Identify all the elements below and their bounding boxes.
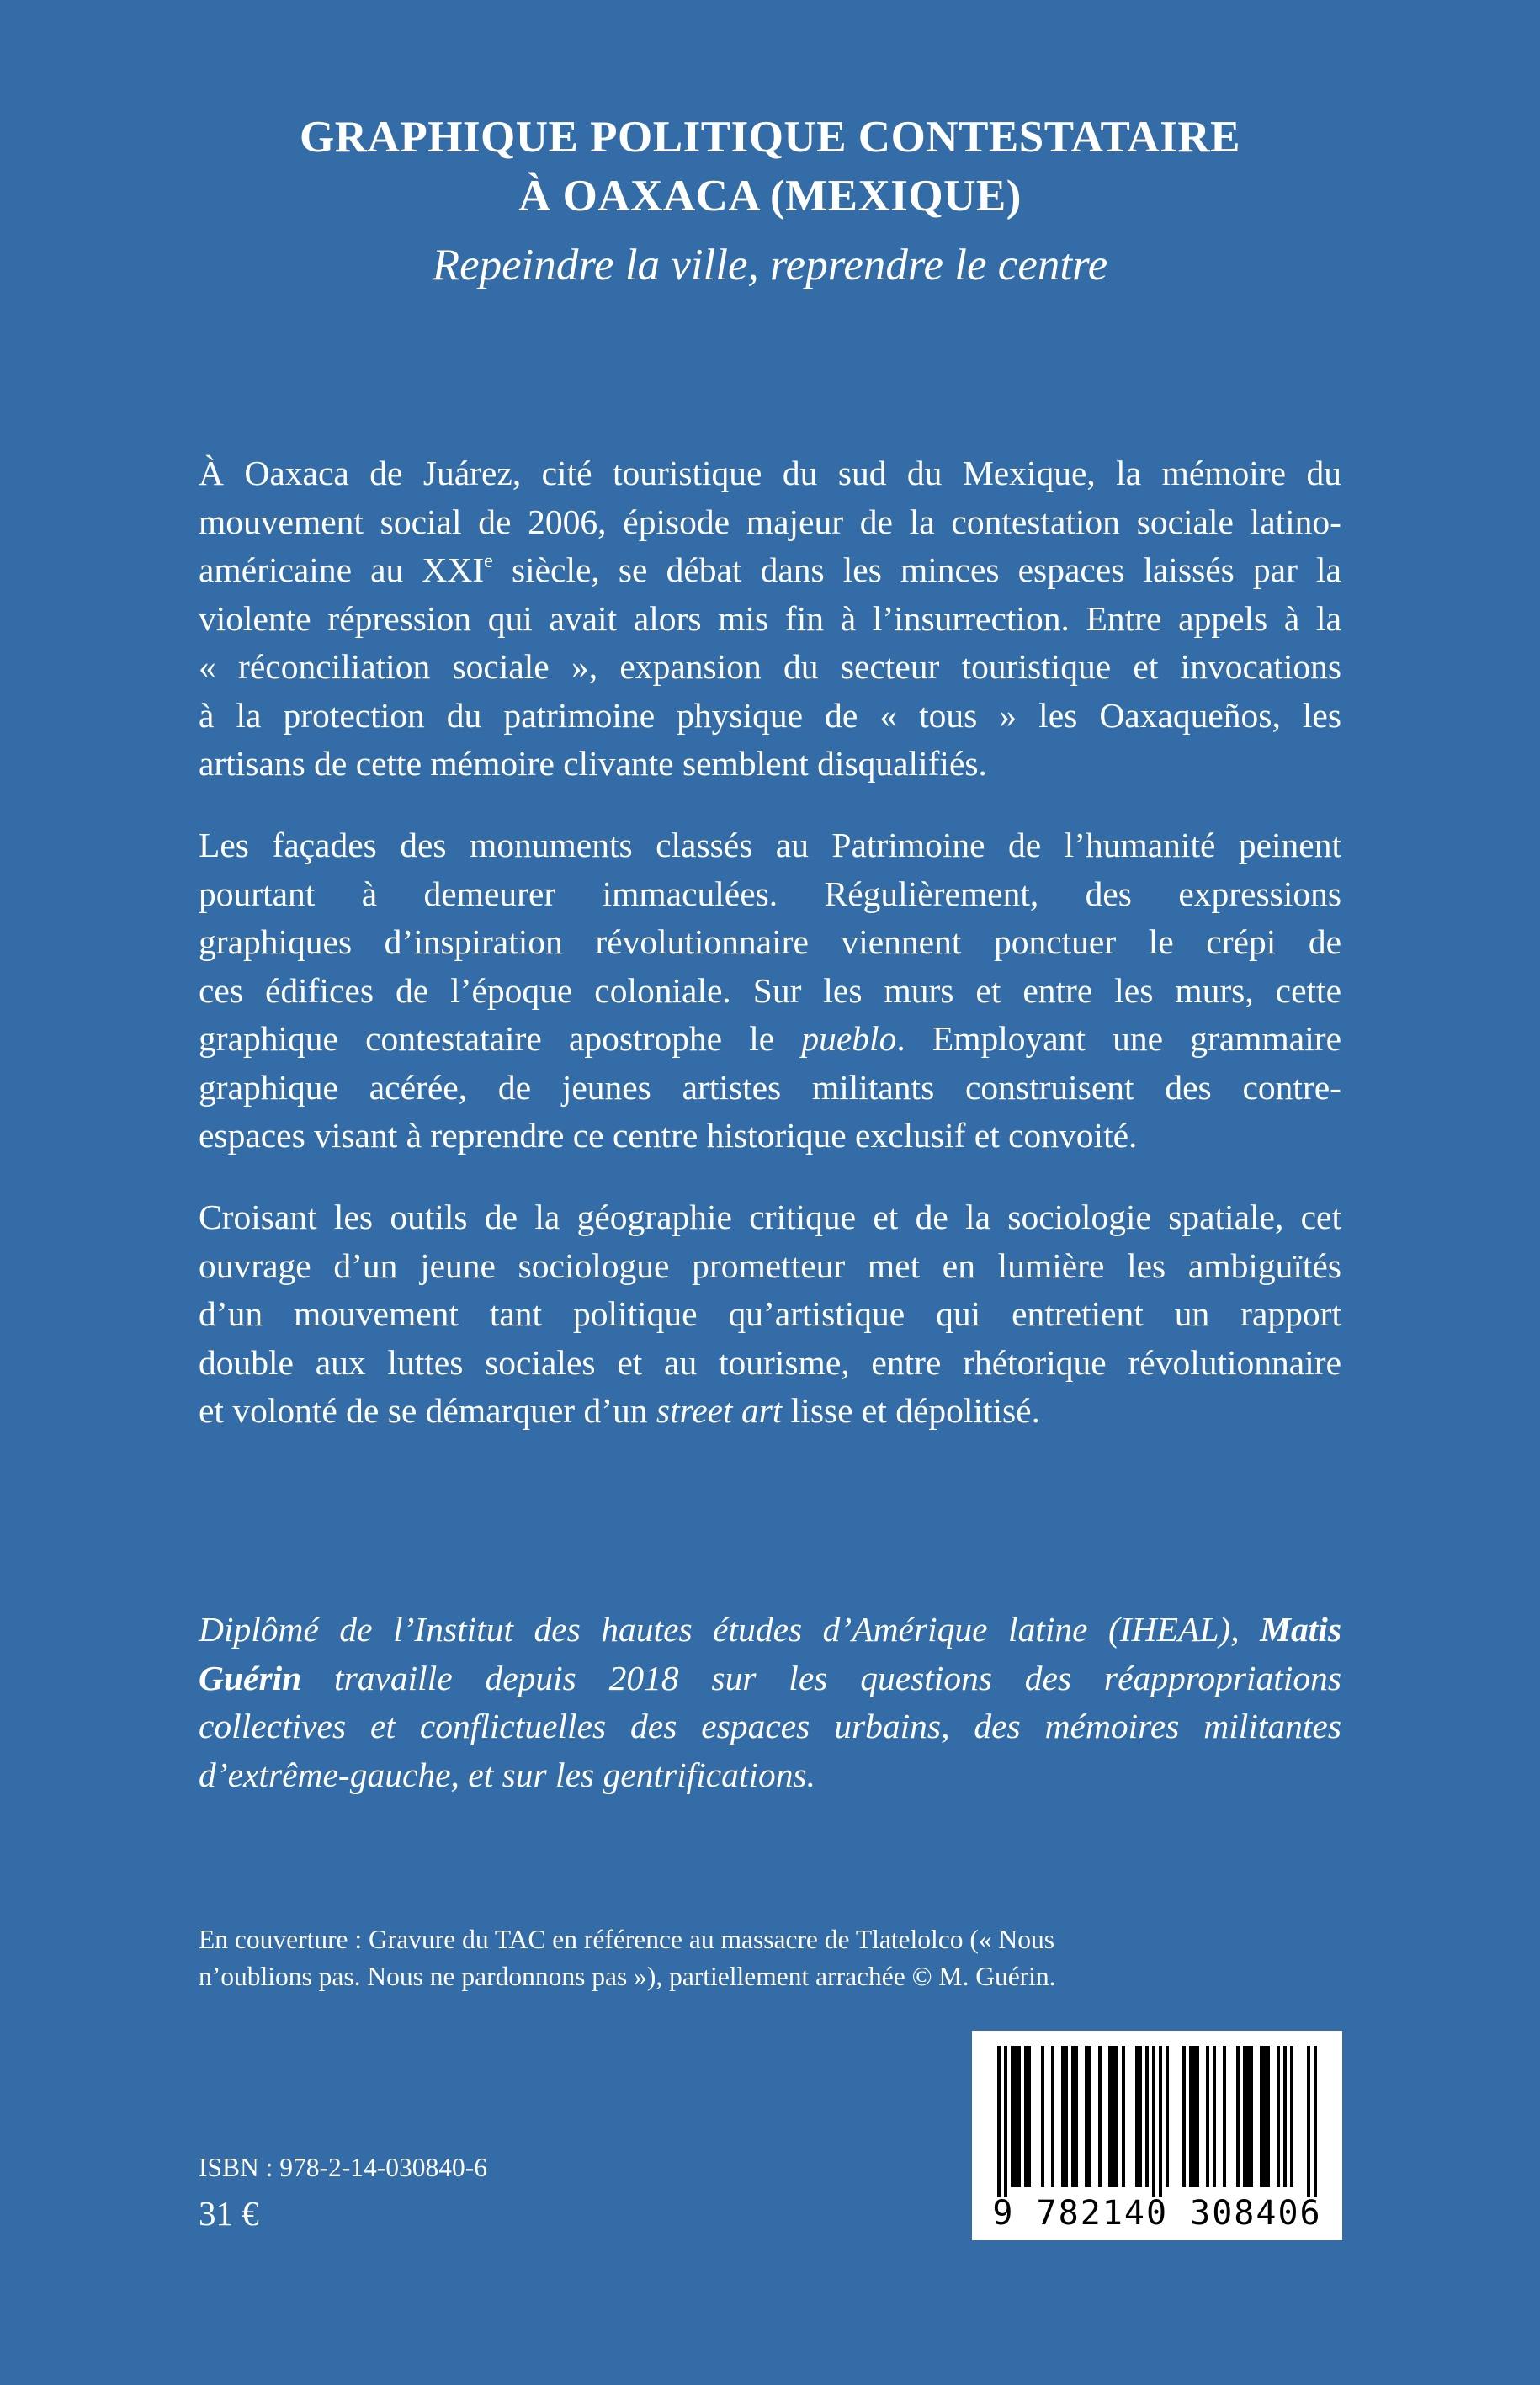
text-line: ces édifices de l’époque coloniale. Sur les murs et entre les murs, cette	[199, 970, 1341, 1010]
barcode-bar	[1139, 2046, 1142, 2187]
text-line: « réconciliation sociale », expansion du secteur touristique et invocations	[199, 647, 1341, 686]
text-segment: Diplômé de l’Institut des hautes études d’Amérique latine (IHEAL),	[199, 1610, 1261, 1649]
italic-term: street art	[656, 1391, 783, 1430]
barcode-bar	[1098, 2046, 1102, 2187]
barcode-bar	[1189, 2046, 1192, 2187]
barcode-bar	[1250, 2046, 1253, 2187]
barcode-bar	[1213, 2046, 1216, 2187]
text-line: violente répression qui avait alors mis fin à l’insurrection. Entre appels à la	[199, 598, 1341, 638]
barcode-bar	[1122, 2046, 1125, 2187]
text-line: ouvrage d’un jeune sociologue prometteur met en lumière les ambiguïtés	[199, 1246, 1341, 1285]
superscript: e	[484, 550, 493, 572]
text-line: artisans de cette mémoire clivante semblent disqualifiés.	[199, 744, 987, 783]
barcode-bar	[1246, 2046, 1250, 2187]
text-line	[199, 1655, 1341, 1703]
text-segment: travaille depuis 2018 sur les questions des réappropriations	[301, 1658, 1341, 1697]
barcode-bar	[1267, 2046, 1270, 2187]
barcode-bar	[1223, 2046, 1226, 2187]
barcode	[972, 2031, 1342, 2240]
text-line	[199, 546, 1341, 595]
text-line: à la protection du patrimoine physique de « tous » les Oaxaqueños, les	[199, 695, 1341, 735]
summary-paragraph-3	[199, 1193, 1341, 1436]
text-segment: américaine au XXI	[199, 550, 485, 589]
barcode-bar	[1115, 2046, 1118, 2187]
book-title	[0, 108, 1540, 226]
barcode-bar	[1112, 2046, 1115, 2187]
barcode-bar	[1024, 2046, 1028, 2187]
text-line: graphiques d’inspiration révolutionnaire viennent ponctuer le crépi de	[199, 922, 1341, 961]
barcode-bar	[1159, 2046, 1162, 2197]
barcode-bar	[1004, 2046, 1007, 2197]
barcode-bar	[1182, 2046, 1186, 2187]
barcode-bar	[1243, 2046, 1246, 2187]
text-line: d’extrême-gauche, et sur les gentrifications.	[199, 1755, 815, 1794]
barcode-bar	[1108, 2046, 1112, 2187]
text-segment: siècle, se débat dans les minces espaces laissés par la	[492, 550, 1341, 589]
italic-term: pueblo	[801, 1019, 897, 1058]
barcode-bar	[1277, 2046, 1280, 2187]
title-line-1: GRAPHIQUE POLITIQUE CONTESTATAIRE	[300, 113, 1240, 162]
text-line: Les façades des monuments classés au Patrimoine de l’humanité peinent	[199, 826, 1341, 864]
cover-credit	[199, 1921, 1150, 1995]
book-subtitle: Repeindre la ville, reprendre le centre	[432, 241, 1108, 289]
text-line	[199, 1606, 1341, 1655]
barcode-bar	[1028, 2046, 1031, 2187]
barcode-bar	[1283, 2046, 1287, 2187]
barcode-bar	[1014, 2046, 1017, 2187]
text-segment: et volonté de se démarquer d’un	[199, 1391, 656, 1430]
author-name-last: Guérin	[199, 1658, 302, 1697]
text-line: À Oaxaca de Juárez, cité touristique du sud du Mexique, la mémoire du	[199, 454, 1341, 492]
text-segment: . Employant une grammaire	[896, 1019, 1341, 1058]
text-segment: lisse et dépolitisé.	[782, 1391, 1040, 1430]
text-line: mouvement social de 2006, épisode majeur de la contestation sociale latino-	[199, 502, 1341, 541]
text-segment: graphique contestataire apostrophe le	[199, 1019, 802, 1058]
barcode-bar	[1145, 2046, 1149, 2187]
barcode-bar	[1166, 2046, 1169, 2187]
barcode-bar	[1206, 2046, 1209, 2187]
text-line	[199, 1015, 1341, 1064]
barcode-bar	[1051, 2046, 1054, 2187]
text-line: En couverture : Gravure du TAC en référence au massacre de Tlatelolco (« Nous	[199, 1925, 1055, 1954]
barcode-bar	[997, 2046, 1001, 2197]
barcode-bar	[1260, 2046, 1263, 2187]
text-line: pourtant à demeurer immaculées. Régulièrement, des expressions	[199, 874, 1341, 913]
barcode-bar	[1085, 2046, 1088, 2187]
barcode-bar	[1236, 2046, 1240, 2187]
barcode-bar	[1290, 2046, 1293, 2187]
text-line	[199, 1387, 1341, 1436]
barcode-bar	[1065, 2046, 1068, 2187]
barcode-bar	[1263, 2046, 1267, 2187]
text-line: collectives et conflictuelles des espaces urbains, des mémoires militantes	[199, 1707, 1341, 1745]
barcode-bar	[1011, 2046, 1014, 2187]
text-line: n’oublions pas. Nous ne pardonnons pas »), partiellement arrachée © M. Guérin.	[199, 1962, 1056, 1991]
barcode-bar	[1061, 2046, 1065, 2187]
author-bio	[199, 1606, 1341, 1799]
isbn-text: ISBN : 978-2-14-030840-6	[199, 2153, 487, 2182]
summary-paragraph-2	[199, 821, 1341, 1161]
text-line: d’un mouvement tant politique qu’artistique qui entretient un rapport	[199, 1294, 1341, 1333]
summary-paragraph-1	[199, 449, 1341, 789]
barcode-bar	[1071, 2046, 1075, 2187]
text-line: graphique acérée, de jeunes artistes militants construisent des contre-	[199, 1067, 1341, 1107]
author-name-first: Matis	[1260, 1610, 1341, 1649]
barcode-bar	[1152, 2046, 1155, 2197]
title-line-2: À OAXACA (MEXIQUE)	[518, 172, 1022, 220]
barcode-bar	[1307, 2046, 1310, 2197]
price-text: 31 €	[199, 2194, 259, 2233]
barcode-digits: 9 782140 308406	[992, 2194, 1322, 2233]
text-line: Croisant les outils de la géographie critique et de la sociologie spatiale, cet	[199, 1198, 1341, 1236]
barcode-bar	[1075, 2046, 1078, 2187]
barcode-bar	[1135, 2046, 1139, 2187]
text-line: double aux luttes sociales et au tourisme, entre rhétorique révolutionnaire	[199, 1342, 1341, 1382]
barcode-bar	[1192, 2046, 1196, 2187]
barcode-bar	[1017, 2046, 1021, 2187]
barcode-bar	[1196, 2046, 1199, 2187]
barcode-bar	[1041, 2046, 1044, 2187]
barcode-bar	[1088, 2046, 1091, 2187]
text-line: espaces visant à reprendre ce centre historique exclusif et convoité.	[199, 1116, 1138, 1155]
barcode-bar	[1314, 2046, 1317, 2197]
